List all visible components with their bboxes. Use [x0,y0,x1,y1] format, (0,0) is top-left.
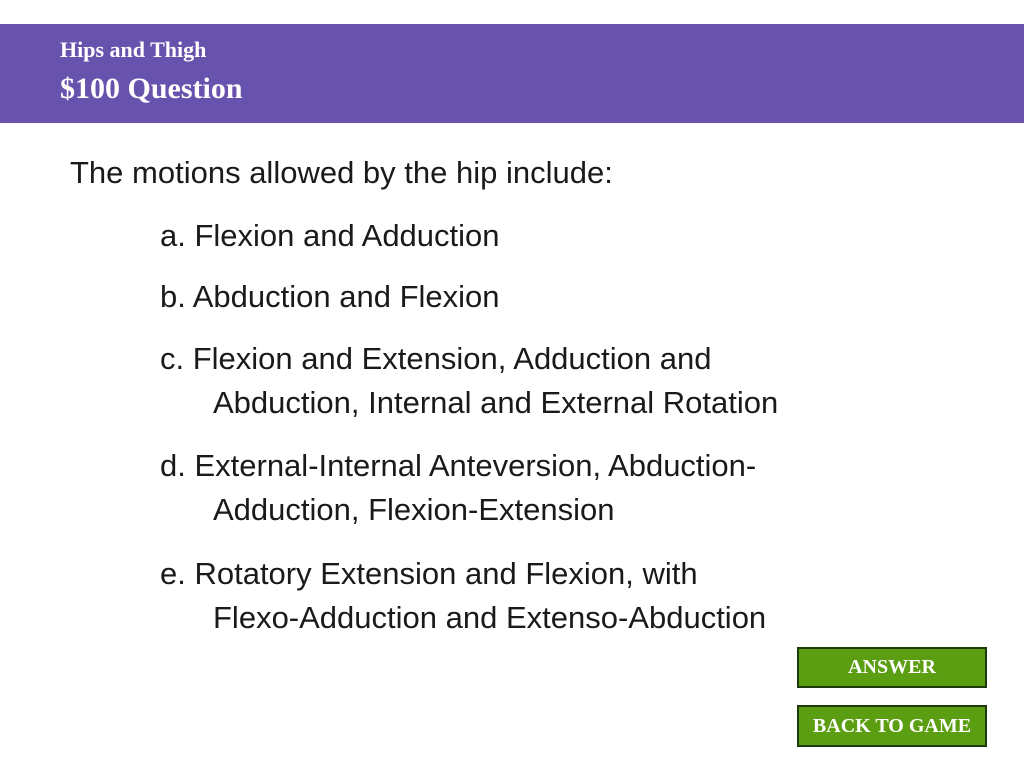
option-c-text-line2: Abduction, Internal and External Rotation [213,385,779,420]
option-e [160,552,920,640]
option-c-text-line1: c. Flexion and Extension, Adduction and [160,341,712,376]
option-a-text: a. Flexion and Adduction [160,218,500,253]
option-d-text-line2: Adduction, Flexion-Extension [213,492,615,527]
option-d-text-line1: d. External-Internal Anteversion, Abduction- [160,448,757,483]
back-to-game-button[interactable]: BACK TO GAME [797,705,987,747]
option-a [160,214,920,258]
option-e-text-line1: e. Rotatory Extension and Flexion, with [160,556,698,591]
option-d [160,444,920,532]
option-b-text: b. Abduction and Flexion [160,279,500,314]
answer-button[interactable]: ANSWER [797,647,987,688]
question-prompt: The motions allowed by the hip include: [70,155,613,190]
option-c [160,337,920,425]
option-e-text-line2: Flexo-Adduction and Extenso-Abduction [213,600,767,635]
category-label: Hips and Thigh [60,37,207,62]
question-title: $100 Question [60,72,243,105]
option-b [160,275,920,319]
